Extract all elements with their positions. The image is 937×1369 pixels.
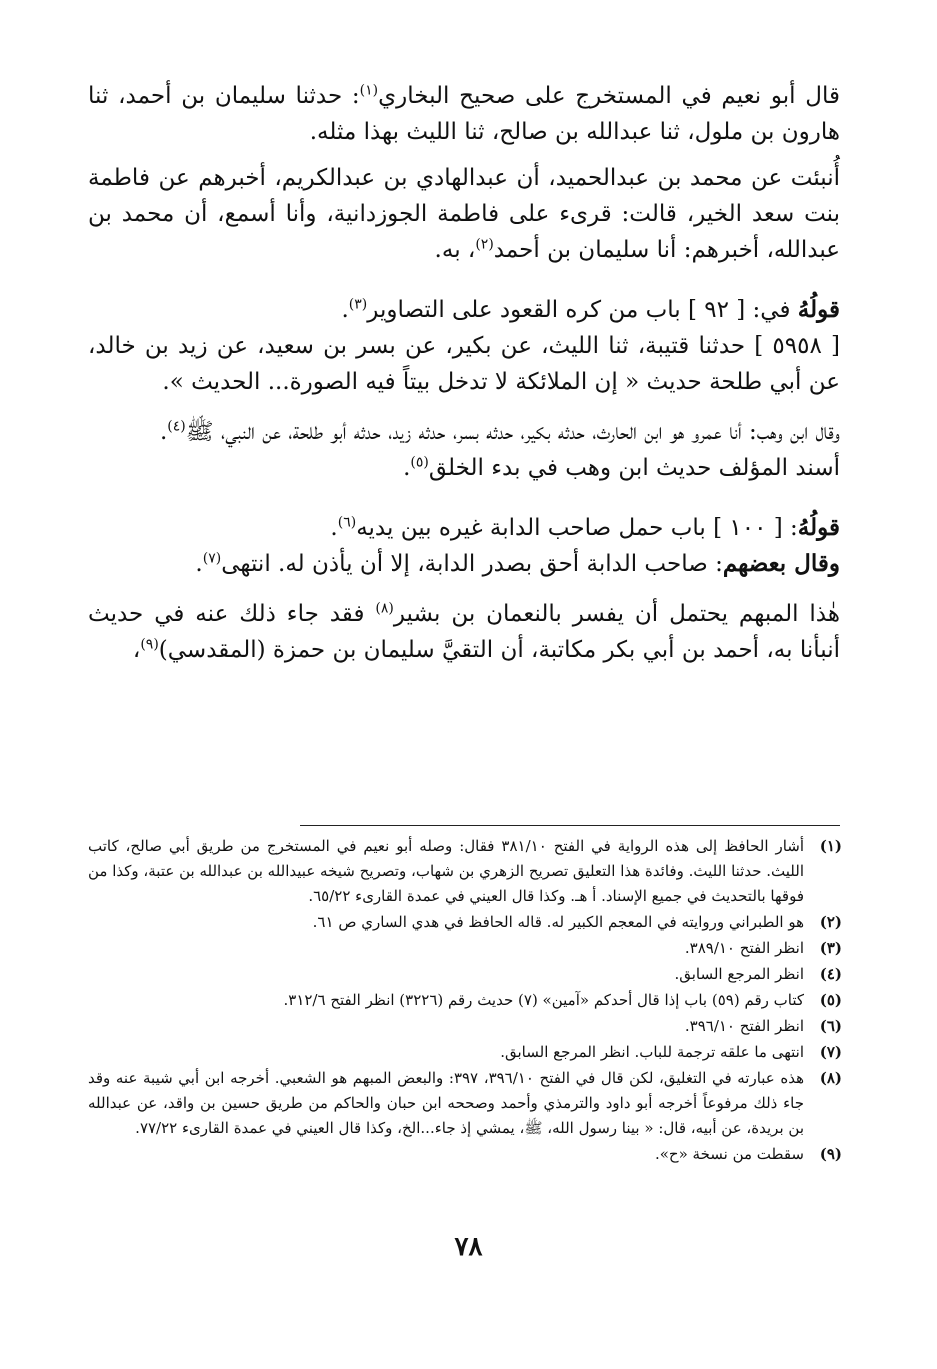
footnote-text: أشار الحافظ إلى هذه الرواية في الفتح ٣٨١/١٠ فقال: وصله أبو نعيم في المستخرج من طريق أبي صالح، كاتب الليث. حدثنا الليث. وفائدة هذا التعليق تصريح الزهري بن شهاب، وتصريح شيخه عبيدالله بن عبدالله بن عتبة، وكذا من فوقها بالتحديث في جميع الإسناد. أ هـ. وكذا قال العيني في عمدة القارىء ٦٥/٢٢. <box>88 837 804 905</box>
paragraph-text: : صاحب الدابة أحق بصدر الدابة، إلا أن يأذن له. انتهى <box>221 551 723 577</box>
footnote-text: انظر الفتح ٣٩٦/١٠. <box>684 1017 804 1035</box>
footnote-ref[interactable]: (٥) <box>410 454 429 471</box>
footnote-number: (٢) <box>819 913 842 931</box>
paragraph-text: . <box>330 515 338 541</box>
page-number: ٧٨ <box>454 1232 483 1262</box>
paragraph-text: وقال ابن وهب: أنا عمرو هو ابن الحارث، حدثه بكير، حدثه بسر، حدثه زيد، حدثه أبو طلحة، عن النبي، ﷺ <box>185 419 840 445</box>
paragraph-2 <box>88 160 840 268</box>
paragraph-3 <box>88 292 840 328</box>
footnote <box>88 1142 842 1167</box>
paragraph-text: فقد جاء ذلك عنه في حديث أنبأنا به، أحمد بن أبي بكر مكاتبة، أن التقيَّ سليمان بن حمزة (المقدسي) <box>88 601 840 663</box>
footnote <box>88 1040 842 1065</box>
footnote-number: (٤) <box>819 965 842 983</box>
footnote <box>88 910 842 935</box>
footnote-ref[interactable]: (٨) <box>375 600 394 617</box>
footnote <box>88 962 842 987</box>
footnote-ref[interactable]: (٧) <box>202 550 222 567</box>
paragraph-text: ، <box>132 637 141 663</box>
paragraph-text: أسند المؤلف حديث ابن وهب في بدء الخلق <box>428 455 840 481</box>
paragraph-text: . <box>341 297 349 323</box>
paragraph-text: أُنبئت عن محمد بن عبدالحميد، أن عبدالهادي بن عبدالكريم، أخبرهم عن فاطمة بنت سعد الخير، قالت: قرىء على فاطمة الجوزدانية، وأنا أسمع، أن محمد بن عبدالله، أخبرهم: أنا سليمان بن أحمد <box>88 165 840 263</box>
footnote-text: سقطت من نسخة «ح». <box>654 1145 804 1163</box>
footnote-ref[interactable]: (١) <box>359 82 379 99</box>
footnote <box>88 988 842 1013</box>
footnote-number: (٣) <box>819 939 842 957</box>
footnote-text: هذه عبارته في التغليق، لكن قال في الفتح ٣٩٦/١٠، ٣٩٧: والبعض المبهم هو الشعبي. أخرجه ابن أبي شيبة عنه وقد جاء ذلك مرفوعاً أخرجه أبو داود والترمذي وأحمد وصححه ابن حبان والحاكم من طريق حسين بن واقد، عن عبدالله بن بريدة، عن أبيه، قال: « بينا رسول الله، ﷺ، يمشي إذ جاء...الخ، وكذا قال العيني في عمدة القارىء ٧٧/٢٢. <box>88 1069 805 1137</box>
footnote-number: (٧) <box>819 1043 842 1061</box>
paragraph-5 <box>88 414 840 450</box>
paragraph-text: . <box>403 455 411 481</box>
main-text <box>88 78 840 668</box>
footnote-ref[interactable]: (٩) <box>140 636 159 653</box>
footnote <box>88 1066 842 1141</box>
paragraph-8 <box>88 546 840 582</box>
paragraph-text: . <box>195 551 203 577</box>
footnote <box>88 1014 842 1039</box>
footnote-divider <box>300 825 840 826</box>
paragraph-text: ، به. <box>434 237 476 263</box>
footnote-text: كتاب رقم (٥٩) باب إذا قال أحدكم «آمين» (٧) حديث رقم (٣٢٢٦) انظر الفتح ٣١٢/٦. <box>283 991 804 1009</box>
footnote-text: انتهى ما علقه ترجمة للباب. انظر المرجع السابق. <box>500 1043 804 1061</box>
footnote-number: (٦) <box>819 1017 842 1035</box>
lead-word: وقال بعضهم <box>722 550 840 577</box>
footnote-text: انظر المرجع السابق. <box>674 965 804 983</box>
paragraph-text: في: [ ٩٢ ] باب من كره القعود على التصاوير <box>367 297 798 323</box>
footnote-number: (٨) <box>819 1069 842 1087</box>
lead-word: قولُهُ <box>797 514 840 541</box>
footnote-number: (١) <box>819 837 842 855</box>
lead-word: قولُهُ <box>797 296 840 323</box>
footnote-text: هو الطبراني وروايته في المعجم الكبير له. قاله الحافظ في هدي الساري ص ٦١. <box>312 913 804 931</box>
paragraph-text: : [ ١٠٠ ] باب حمل صاحب الدابة غيره بين يديه <box>356 515 798 541</box>
footnote-ref[interactable]: (٣) <box>348 296 368 313</box>
paragraph-text: [ ٥٩٥٨ ] حدثنا قتيبة، ثنا الليث، عن بكير، عن بسر بن سعيد، عن زيد بن خالد، عن أبي طلحة حديث « إن الملائكة لا تدخل بيتاً فيه الصورة... الحديث ». <box>88 333 840 395</box>
paragraph-9 <box>88 596 840 668</box>
footnote <box>88 936 842 961</box>
footnote-number: (٥) <box>819 991 842 1009</box>
paragraph-6 <box>88 450 840 486</box>
footnote-text: انظر الفتح ٣٨٩/١٠. <box>684 939 804 957</box>
paragraph-4 <box>88 328 840 400</box>
paragraph-7 <box>88 510 840 546</box>
footnote-number: (٩) <box>819 1145 842 1163</box>
paragraph-text: قال أبو نعيم في المستخرج على صحيح البخاري <box>378 83 840 109</box>
footnotes <box>88 834 842 1168</box>
paragraph-text: هٰذا المبهم يحتمل أن يفسر بالنعمان بن بشير <box>393 601 840 627</box>
paragraph-text: . <box>159 419 168 445</box>
footnote-ref[interactable]: (٢) <box>475 236 494 253</box>
paragraph-text: : حدثنا سليمان بن أحمد، ثنا هارون بن ملول، ثنا عبدالله بن صالح، ثنا الليث بهذا مثله. <box>88 83 840 145</box>
paragraph-1 <box>88 78 840 150</box>
footnote <box>88 834 842 909</box>
footnote-ref[interactable]: (٤) <box>167 418 186 435</box>
footnote-ref[interactable]: (٦) <box>337 514 357 531</box>
